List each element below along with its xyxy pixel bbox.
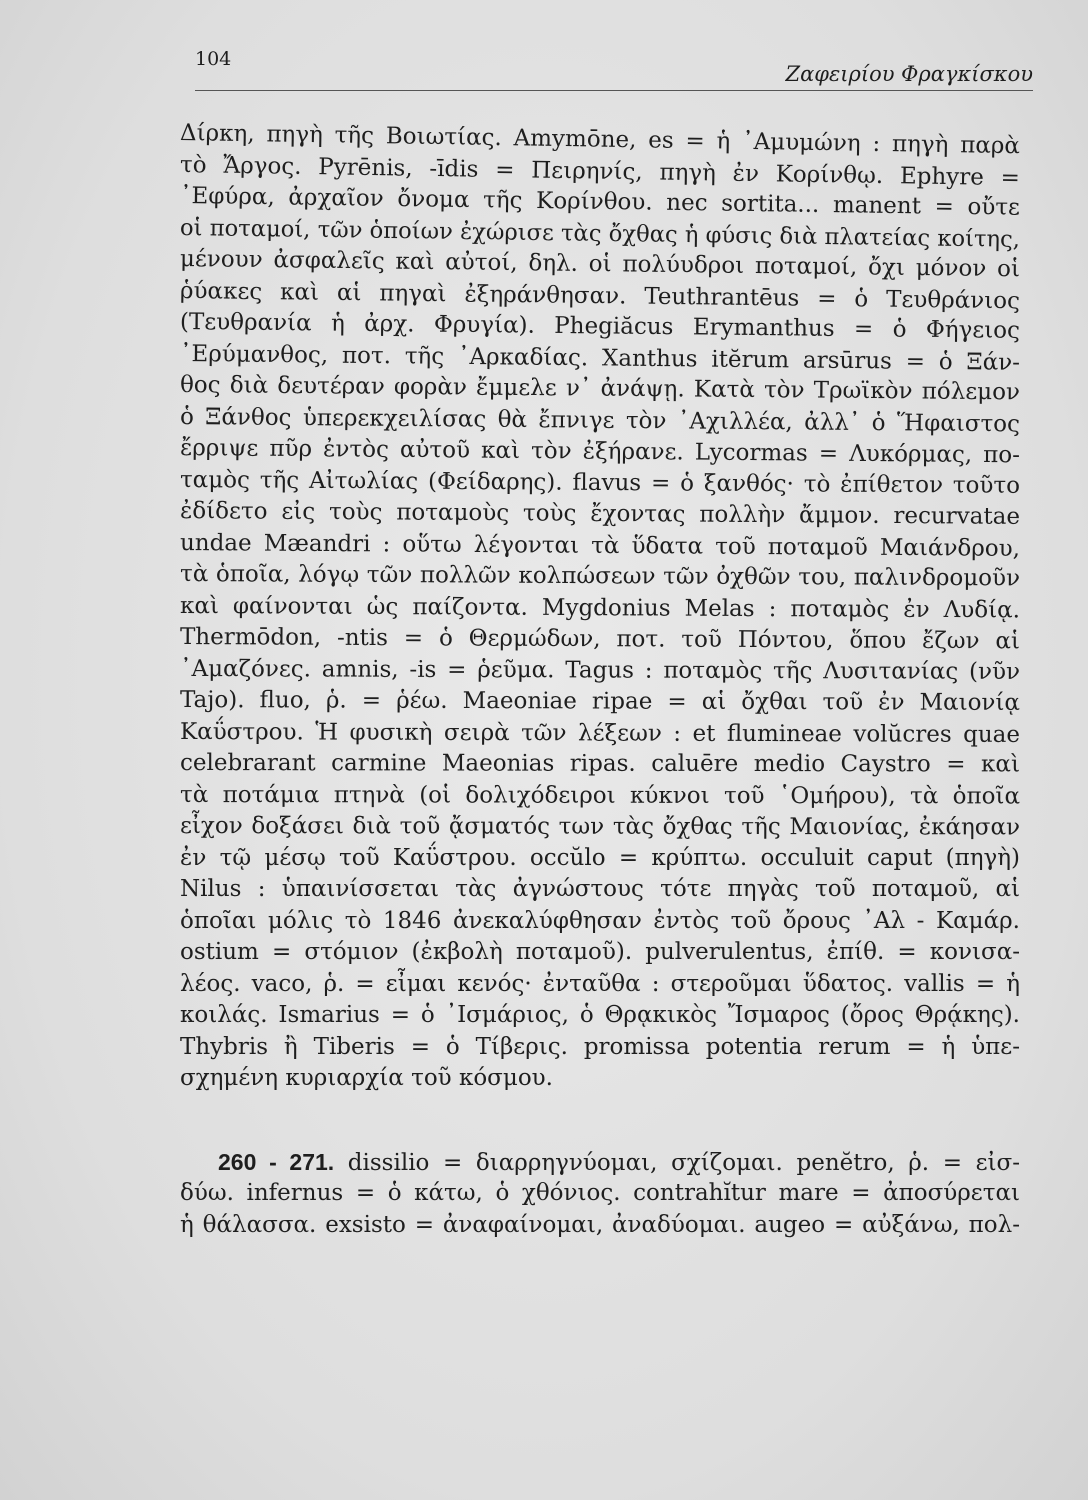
text-line: μένουν ἀσφαλεῖς καὶ αὐτοί, δηλ. οἱ πολύυδροι ποταμοί, ὄχι μόνον οἱ xyxy=(179,246,1021,283)
text-line: undae Mæandri : οὕτω λέγονται τὰ ὕδατα τοῦ ποταμοῦ Μαιάνδρου, xyxy=(179,529,1021,562)
commentary-text xyxy=(180,118,1020,1241)
text-line: τὰ ὁποῖα, λόγῳ τῶν πολλῶν κολπώσεων τῶν ὀχθῶν του, παλινδρομοῦν xyxy=(179,561,1021,592)
text-line: Δίρκη, πηγὴ τῆς Βοιωτίας. Amymōne, es = ἡ ᾿Αμυμώνη : πηγὴ παρὰ xyxy=(179,120,1021,160)
text-line: εἶχον δοξάσει διὰ τοῦ ᾄσματός των τὰς ὄχθας τῆς Μαιονίας, ἐκάησαν xyxy=(179,813,1021,841)
text-line: Nilus : ὑπαινίσσεται τὰς ἀγνώστους τότε πηγὰς τοῦ ποταμοῦ, αἱ xyxy=(180,876,1020,902)
text-line: ᾿Εφύρα, ἀρχαῖον ὄνομα τῆς Κορίνθου. nec sortita... manent = οὔτε xyxy=(179,183,1021,221)
section-gap xyxy=(180,1095,1020,1147)
text-line: οἱ ποταμοί, τῶν ὁποίων ἐχώρισε τὰς ὄχθας ἡ φύσις διὰ πλατείας κοίτης, xyxy=(179,214,1021,253)
text-line: ταμὸς τῆς Αἰτωλίας (Φείδαρης). flavus = ὁ ξανθός· τὸ ἐπίθετον τοῦτο xyxy=(179,466,1021,499)
text-line: θος διὰ δευτέραν φορὰν ἔμμελε ν᾿ ἀνάψῃ. Κατὰ τὸν Τρωϊκὸν πόλεμον xyxy=(179,372,1021,406)
text-line: Tajo). fluo, ῥ. = ῥέω. Maeoniae ripae = αἱ ὄχθαι τοῦ ἐν Μαιονίᾳ xyxy=(179,687,1021,716)
text-line: ἐν τῷ μέσῳ τοῦ Καΰστρου. occŭlo = κρύπτω. occuluit caput (πηγὴ) xyxy=(180,844,1020,871)
running-head: Ζαφειρίου Φραγκίσκου xyxy=(785,62,1033,86)
text-line: ostium = στόμιον (ἐκβολὴ ποταμοῦ). pulverulentus, ἐπίθ. = κονισα- xyxy=(180,939,1020,965)
page-number: 104 xyxy=(195,48,232,70)
verse-range-number: 260 - 271. xyxy=(218,1148,335,1175)
text-line: σχημένη κυριαρχία τοῦ κόσμου. xyxy=(180,1065,553,1091)
text-line: κοιλάς. Ismarius = ὁ ᾿Ισμάριος, ὁ Θρᾳκικὸς Ἴσμαρος (ὄρος Θρᾴκης). xyxy=(180,1002,1020,1028)
text-line: Καΰστρου. Ἡ φυσικὴ σειρὰ τῶν λέξεων : et flumineae volŭcres quae xyxy=(179,718,1021,748)
text-line: (Τευθρανία ἡ ἀρχ. Φρυγία). Phegiăcus Erymanthus = ὁ Φήγειος xyxy=(179,309,1021,344)
text-line: ῥύακες καὶ αἱ πηγαὶ ἐξηράνθησαν. Teuthrantēus = ὁ Τευθράνιος xyxy=(179,277,1021,314)
text-line: ᾿Αμαζόνες. amnis, -is = ῥεῦμα. Tagus : ποταμὸς τῆς Λυσιτανίας (νῦν xyxy=(179,655,1021,685)
text-line: τὸ Ἄργος. Pyrēnis, -īdis = Πειρηνίς, πηγὴ ἐν Κορίνθῳ. Ephyre = xyxy=(179,151,1021,191)
text-line: ἔρριψε πῦρ ἐντὸς αὐτοῦ καὶ τὸν ἐξήρανε. Lycormas = Λυκόρμας, πο- xyxy=(179,435,1021,469)
text-line: celebrarant carmine Maeonias ripas. caluēre medio Caystro = καὶ xyxy=(179,750,1021,778)
text-line: ἐδίδετο εἰς τοὺς ποταμοὺς τοὺς ἔχοντας πολλὴν ἄμμον. recurvatae xyxy=(179,498,1021,530)
text-line: ὁ Ξάνθος ὑπερεκχειλίσας θὰ ἔπνιγε τὸν ᾿Αχιλλέα, ἀλλ᾿ ὁ Ἥφαιστος xyxy=(179,403,1021,437)
text-line: λέος. vaco, ῥ. = εἶμαι κενός· ἐνταῦθα : στεροῦμαι ὕδατος. vallis = ἡ xyxy=(180,970,1020,997)
text-line: καὶ φαίνονται ὡς παίζοντα. Mygdonius Melas : ποταμὸς ἐν Λυδίᾳ. xyxy=(179,592,1021,623)
header-rule xyxy=(195,90,1033,91)
text-line: Thermōdon, -ntis = ὁ Θερμώδων, ποτ. τοῦ Πόντου, ὅπου ἔζων αἱ xyxy=(179,624,1021,655)
text-line: τὰ ποτάμια πτηνὰ (οἱ δολιχόδειροι κύκνοι τοῦ ῾Ομήρου), τὰ ὁποῖα xyxy=(179,781,1021,809)
section-first-line-text: dissilio = διαρρηγνύομαι, σχίζομαι. penĕtro, ῥ. = εἰσ- xyxy=(334,1149,1020,1176)
page-header xyxy=(195,44,1033,94)
section-first-line xyxy=(180,1147,1020,1179)
text-line: ᾿Ερύμανθος, ποτ. τῆς ᾿Αρκαδίας. Xanthus itĕrum arsūrus = ὁ Ξάν- xyxy=(179,340,1021,376)
text-line: ὁποῖαι μόλις τὸ 1846 ἀνεκαλύφθησαν ἐντὸς τοῦ ὄρους ᾿Αλ - Καμάρ. xyxy=(180,907,1020,934)
text-line: Thybris ἢ Tiberis = ὁ Τίβερις. promissa potentia rerum = ἡ ὑπε- xyxy=(180,1033,1020,1060)
text-line: ἡ θάλασσα. exsisto = ἀναφαίνομαι, ἀναδύομαι. augeo = αὐξάνω, πολ- xyxy=(180,1211,1020,1238)
text-line: δύω. infernus = ὁ κάτω, ὁ χθόνιος. contrahĭtur mare = ἀποσύρεται xyxy=(180,1180,1020,1206)
